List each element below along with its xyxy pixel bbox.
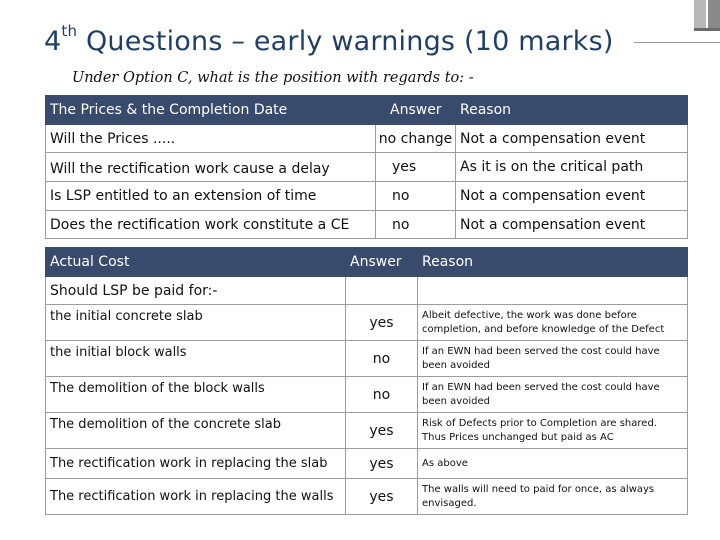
actual-cost-table [45,247,688,515]
table-header-row [46,248,688,277]
slide-title: 4th Questions – early warnings (10 marks) [44,22,614,57]
table-row [46,377,688,413]
answer-cell: yes [346,413,418,449]
answer-cell: no change [376,125,456,153]
header-decoration-bar-dark [708,0,720,28]
empty-cell [418,277,688,305]
empty-cell [346,277,418,305]
header-decoration-bar-light [694,0,706,28]
table-row [46,153,688,182]
header-cell: Answer [346,248,418,277]
table-header-row [46,96,688,125]
header-cell: Reason [456,96,688,125]
answer-cell: yes [376,153,456,182]
reason-cell: If an EWN had been served the cost could have been avoided [418,377,688,413]
answer-cell: no [376,211,456,239]
header-cell: Answer [376,96,456,125]
header-cell: The Prices & the Completion Date [46,96,376,125]
table-row [46,479,688,515]
item-cell: The rectification work in replacing the walls [46,479,346,515]
answer-cell: no [346,341,418,377]
subheader-row [46,277,688,305]
question-cell: Will the rectification work cause a delay [46,153,376,182]
question-cell: Will the Prices ..... [46,125,376,153]
answer-cell: no [376,182,456,211]
item-cell: the initial concrete slab [46,305,346,341]
reason-cell: The walls will need to paid for once, as always envisaged. [418,479,688,515]
question-cell: Is LSP entitled to an extension of time [46,182,376,211]
table-row [46,305,688,341]
item-cell: The rectification work in replacing the slab [46,449,346,479]
item-cell: the initial block walls [46,341,346,377]
table-row [46,182,688,211]
header-cell: Reason [418,248,688,277]
item-cell: The demolition of the block walls [46,377,346,413]
table-row [46,211,688,239]
table-row [46,413,688,449]
reason-cell: Not a compensation event [456,211,688,239]
reason-cell: If an EWN had been served the cost could have been avoided [418,341,688,377]
answer-cell: yes [346,479,418,515]
table-row [46,449,688,479]
title-rule [634,42,720,43]
reason-cell: Not a compensation event [456,125,688,153]
header-cell: Actual Cost [46,248,346,277]
answer-cell: yes [346,305,418,341]
table-row [46,341,688,377]
reason-cell: Albeit defective, the work was done before completion, and before knowledge of the Defect [418,305,688,341]
header-decoration-underline [694,28,720,31]
answer-cell: yes [346,449,418,479]
reason-cell: Risk of Defects prior to Completion are shared. Thus Prices unchanged but paid as AC [418,413,688,449]
slide-subtitle: Under Option C, what is the position with regards to: - [72,70,474,86]
question-cell: Does the rectification work constitute a CE [46,211,376,239]
reason-cell: As it is on the critical path [456,153,688,182]
subheader-cell: Should LSP be paid for:- [46,277,346,305]
prices-completion-table [45,95,688,239]
reason-cell: As above [418,449,688,479]
reason-cell: Not a compensation event [456,182,688,211]
table-row [46,125,688,153]
answer-cell: no [346,377,418,413]
item-cell: The demolition of the concrete slab [46,413,346,449]
